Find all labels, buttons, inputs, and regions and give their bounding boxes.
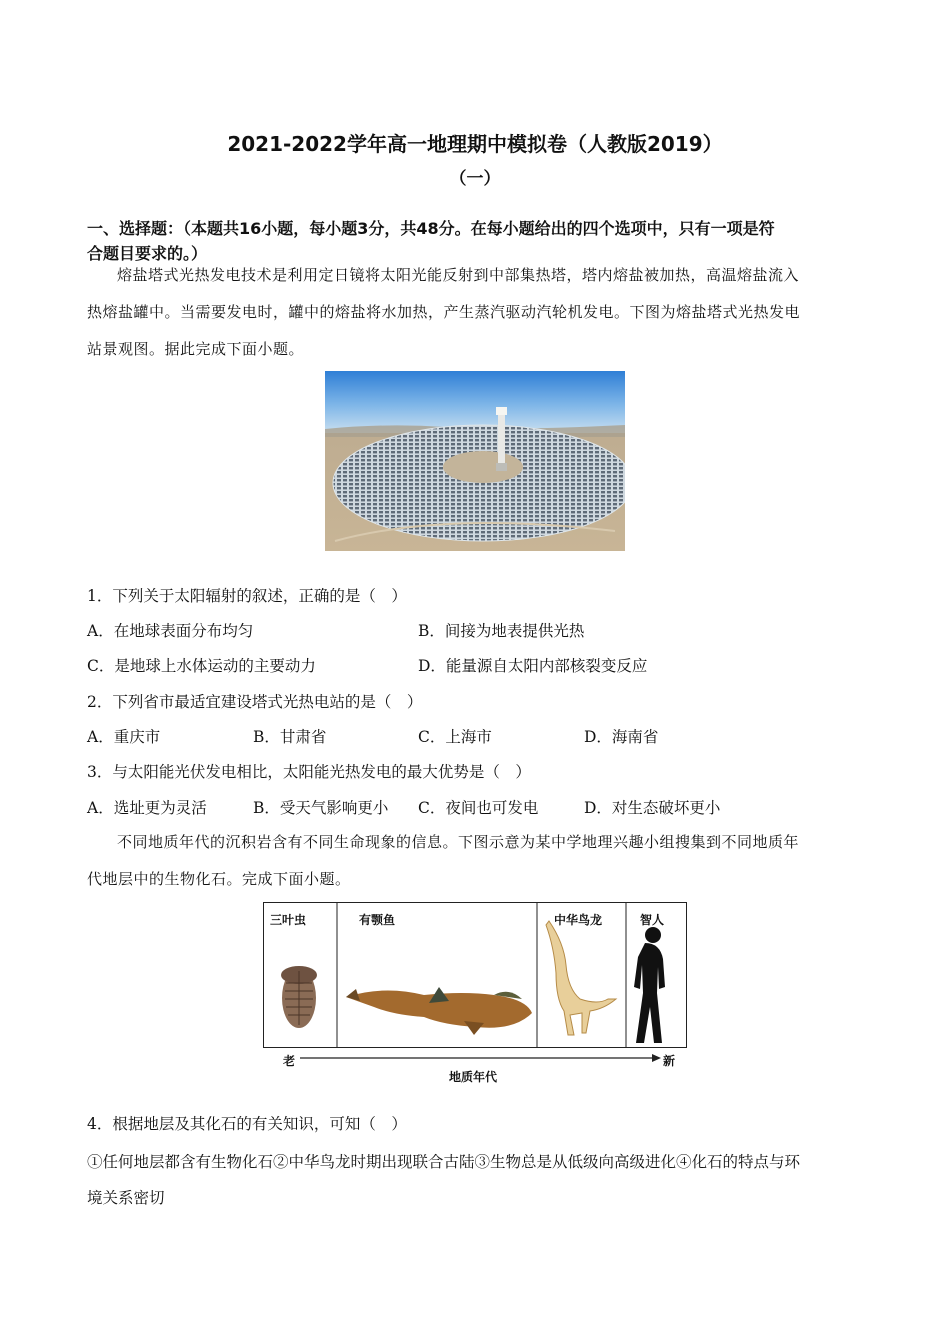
q1-option-c[interactable]: C．是地球上水体运动的主要动力 (87, 657, 316, 675)
passage2-line1: 不同地质年代的沉积岩含有不同生命现象的信息。下图示意为某中学地理兴趣小组搜集到不同地质年 (117, 833, 800, 851)
q1-option-a[interactable]: A．在地球表面分布均匀 (87, 622, 254, 640)
passage1-line3: 站景观图。据此完成下面小题。 (87, 340, 305, 358)
q1-option-b[interactable]: B．间接为地表提供光热 (418, 622, 585, 640)
q3-option-a[interactable]: A．选址更为灵活 (87, 799, 207, 817)
q3-option-c[interactable]: C．夜间也可发电 (418, 799, 539, 817)
panel-label-jawed-fish: 有颚鱼 (359, 913, 396, 927)
section-heading-line1: 一、选择题：（本题共16小题，每小题3分，共48分。在每小题给出的四个选项中，只有一项是符 (87, 219, 775, 238)
axis-new-label: 新 (663, 1054, 676, 1068)
solar-plant-illustration (325, 371, 625, 551)
page-title: 2021-2022学年高一地理期中模拟卷（人教版2019） (227, 132, 723, 156)
panel-label-homo-sapiens: 智人 (640, 913, 665, 927)
fossil-illustrations (264, 903, 686, 1047)
human-silhouette-icon (634, 927, 665, 1043)
panel-label-trilobite: 三叶虫 (270, 913, 307, 927)
question-4-statements-line2: 境关系密切 (87, 1189, 165, 1207)
section-heading-line2: 合题目要求的。） (87, 244, 208, 263)
q3-option-b[interactable]: B．受天气影响更小 (253, 799, 389, 817)
q1-option-d[interactable]: D．能量源自太阳内部核裂变反应 (418, 657, 648, 675)
question-1-stem: 1．下列关于太阳辐射的叙述，正确的是（ ） (87, 587, 407, 605)
question-4-stem: 4．根据地层及其化石的有关知识，可知（ ） (87, 1115, 407, 1133)
q2-option-a[interactable]: A．重庆市 (87, 728, 161, 746)
passage-solar-tower (87, 257, 867, 368)
passage-fossils (87, 824, 867, 898)
solar-plant-photo (325, 371, 625, 551)
passage1-line2: 热熔盐罐中。当需要发电时，罐中的熔盐将水加热，产生蒸汽驱动汽轮机发电。下图为熔盐塔式光热发电 (87, 303, 801, 321)
fossil-figure (263, 902, 687, 1048)
jawed-fish-icon (346, 987, 532, 1035)
axis-title: 地质年代 (449, 1070, 498, 1084)
time-axis-arrow (300, 1052, 662, 1064)
q2-option-c[interactable]: C．上海市 (418, 728, 492, 746)
passage1-line1: 熔盐塔式光热发电技术是利用定日镜将太阳光能反射到中部集热塔，塔内熔盐被加热，高温熔盐流入 (117, 266, 800, 284)
question-3-stem: 3．与太阳能光伏发电相比，太阳能光热发电的最大优势是（ ） (87, 763, 531, 781)
axis-old-label: 老 (283, 1054, 296, 1068)
q3-option-d[interactable]: D．对生态破坏更小 (584, 799, 721, 817)
question-2-stem: 2．下列省市最适宜建设塔式光热电站的是（ ） (87, 693, 423, 711)
question-4-statements-line1: ①任何地层都含有生物化石②中华鸟龙时期出现联合古陆③生物总是从低级向高级进化④化石的特点与环 (87, 1153, 801, 1171)
q2-option-d[interactable]: D．海南省 (584, 728, 659, 746)
trilobite-icon (281, 966, 317, 1028)
q2-option-b[interactable]: B．甘肃省 (253, 728, 327, 746)
panel-label-sinosauropteryx: 中华鸟龙 (554, 913, 603, 927)
dinosaur-icon (546, 921, 616, 1035)
passage2-line2: 代地层中的生物化石。完成下面小题。 (87, 870, 351, 888)
page-subtitle: （一） (449, 169, 501, 189)
